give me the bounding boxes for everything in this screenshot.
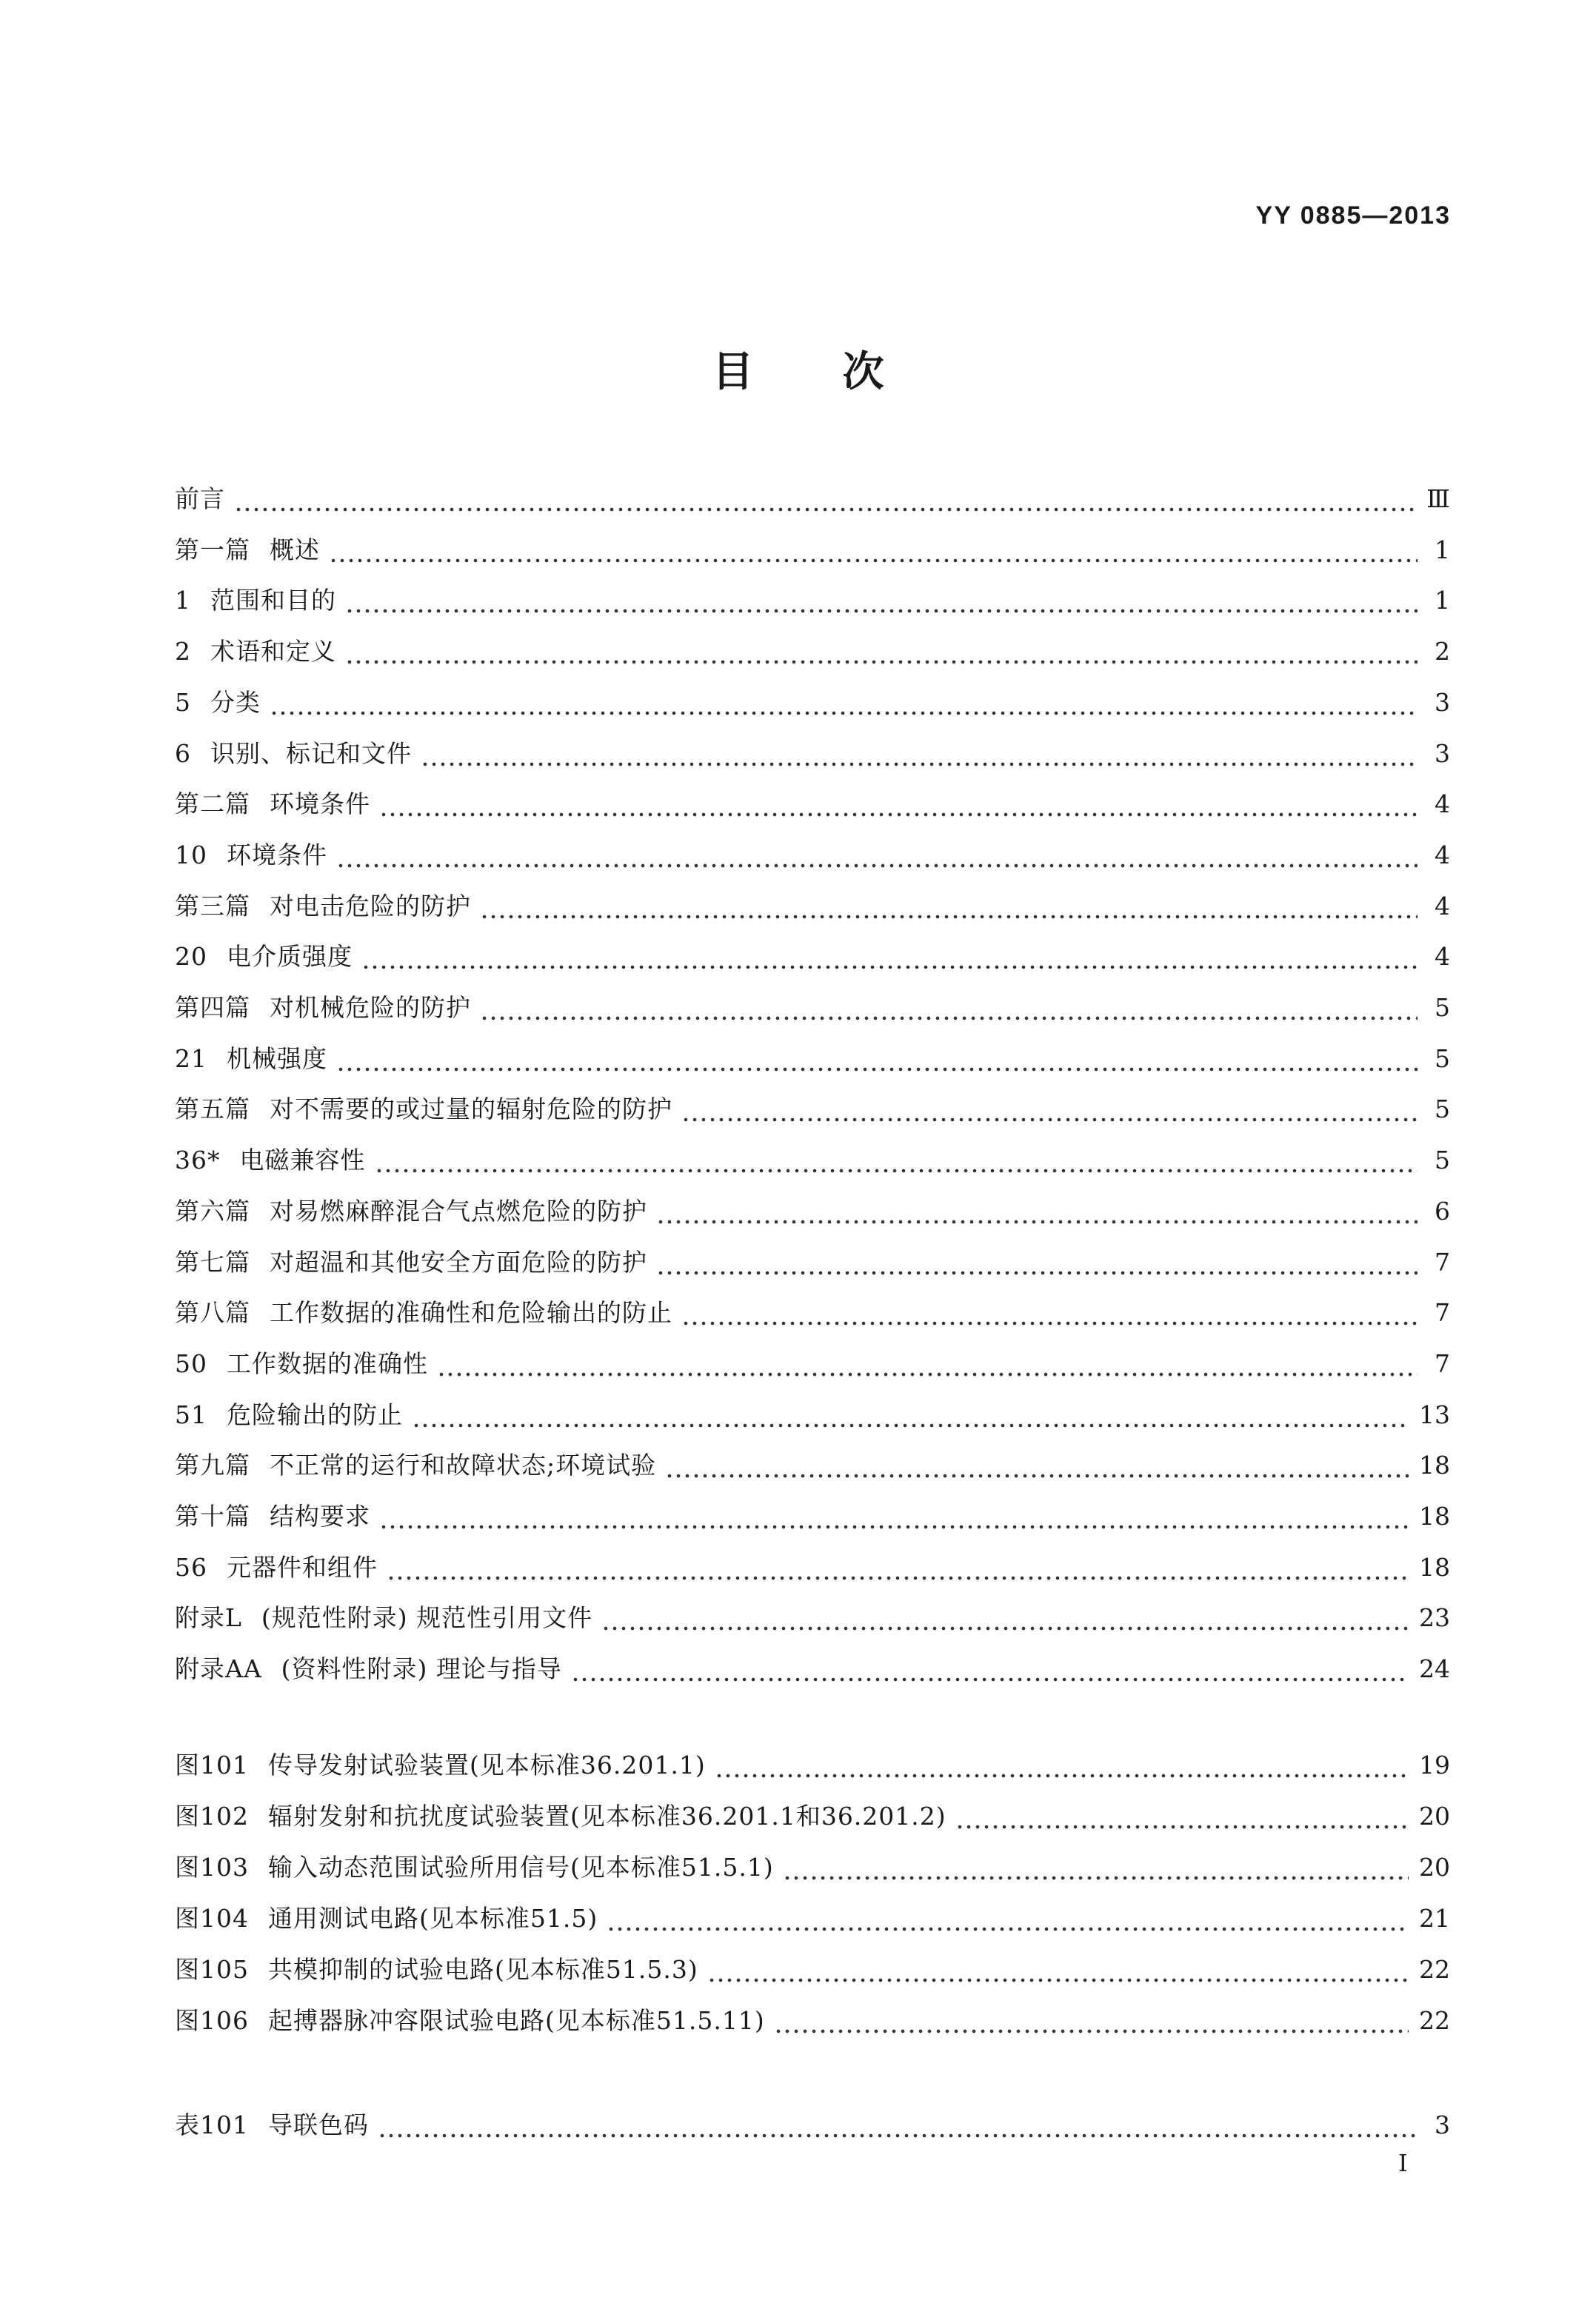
toc-entry-title [175,1800,955,1833]
toc-entry-title [175,1749,715,1782]
toc-entry-number: 第三篇 [175,891,250,920]
toc-entry-text: 对电击危险的防护 [270,891,471,920]
dot-leader [270,686,1418,719]
toc-entry-number: 第二篇 [175,789,250,819]
toc-entry-number: 第五篇 [175,1094,250,1124]
page-number: I [1398,2149,1408,2177]
toc-entry-page: 4 [1435,840,1450,869]
toc-entry-number: 51 [175,1400,207,1429]
toc-entry-text: 元器件和组件 [227,1552,378,1582]
toc-entry[interactable] [175,1491,1450,1533]
toc-entry-title [175,992,480,1024]
dot-leader [656,1246,1418,1279]
toc-entry-number: 5 [175,687,191,717]
toc-entry[interactable] [175,1390,1450,1431]
toc-entry-title [175,940,361,973]
toc-entry[interactable] [175,1084,1450,1126]
toc-entry-page: 20 [1419,1853,1450,1882]
toc-entry-text: 工作数据的准确性和危险输出的防止 [270,1298,672,1328]
dot-leader [571,1653,1409,1685]
toc-entry[interactable] [175,983,1450,1024]
toc-entry-title [175,1093,681,1126]
toc-entry-title [175,1043,336,1075]
toc-entry-text: 危险输出的防止 [227,1400,403,1429]
dot-leader [437,1348,1418,1380]
dot-leader [412,1399,1409,1431]
toc-entry-number: 图101 [175,1751,249,1779]
toc-entry-text: 传导发射试验装置(见本标准36.201.1) [268,1751,706,1779]
toc-entry-title [175,1500,379,1533]
page-title: 目次 [712,347,973,396]
toc-entry[interactable] [175,1186,1450,1228]
toc-entry-number: 图105 [175,1955,249,1984]
toc-entry-title [175,1653,571,1685]
toc-entry-text: 导联色码 [268,2111,369,2139]
toc-entry-number: 第七篇 [175,1247,250,1277]
toc-entry-title [175,738,421,770]
standard-code: YY 0885—2013 [1255,201,1451,230]
figure-entry[interactable] [175,1996,1450,2037]
toc-entry-number: 附录L [175,1603,242,1633]
toc-entry[interactable] [175,1339,1450,1380]
toc-entry-title [175,584,345,617]
toc-entry-text: 术语和定义 [210,637,336,666]
toc-entry[interactable] [175,779,1450,821]
toc-entry-page: 6 [1435,1196,1450,1226]
toc-entry-title [175,635,345,668]
toc-entry-page: 4 [1435,789,1450,819]
toc-entry-text: 对不需要的或过量的辐射危险的防护 [270,1094,672,1124]
toc-entry-page: 22 [1419,1955,1450,1984]
toc-entry-page: 21 [1419,1904,1450,1933]
toc-entry-text: 环境条件 [270,789,370,819]
dot-leader [480,890,1418,923]
toc-entry-page: 24 [1419,1654,1450,1684]
toc-entry[interactable] [175,474,1450,515]
toc-entry-text: 结构要求 [270,1502,370,1531]
toc-entry-text: (资料性附录) 理论与指导 [281,1654,562,1684]
toc-entry[interactable] [175,932,1450,973]
toc-entry[interactable] [175,678,1450,719]
toc-entry-text: 识别、标记和文件 [210,738,412,768]
toc-entry-number: 第九篇 [175,1451,250,1480]
dot-leader [421,738,1418,770]
toc-entry-text: 对超温和其他安全方面危险的防护 [270,1247,647,1277]
toc-entry-title [175,788,379,821]
toc-entry-number: 50 [175,1348,207,1378]
toc-entry-page: 3 [1435,738,1450,768]
toc-entry-page: 18 [1419,1552,1450,1582]
toc-entry-number: 20 [175,942,207,972]
dot-leader [336,839,1418,872]
toc-entry-text: 对机械危险的防护 [270,993,471,1022]
toc-entry-text: 通用测试电路(见本标准51.5) [268,1904,598,1933]
figure-entry[interactable] [175,1740,1450,1782]
toc-entry-page: 22 [1419,2006,1450,2035]
toc-entry-text: 共模抑制的试验电路(见本标准51.5.3) [268,1955,698,1984]
toc-entry-title [175,483,234,515]
toc-entry-text: 环境条件 [227,840,327,869]
toc-entry-text: 电介质强度 [227,942,353,972]
dot-leader [715,1749,1409,1782]
toc-entry-number: 图104 [175,1904,249,1933]
toc-entry-title [175,1195,656,1228]
toc-entry-page: 23 [1419,1603,1450,1633]
dot-leader [379,788,1418,821]
toc-entry-title [175,890,480,923]
toc-entry[interactable] [175,1440,1450,1482]
toc-entry-text: 电磁兼容性 [239,1146,366,1175]
dot-leader [379,1500,1409,1533]
toc-entry-page: Ⅲ [1426,484,1450,513]
dot-leader [665,1449,1409,1482]
toc-entry[interactable] [175,1644,1450,1685]
toc-entry-number: 表101 [175,2111,249,2139]
toc-entry[interactable] [175,830,1450,872]
toc-entry-number: 图102 [175,1802,249,1831]
toc-entry-title [175,1851,783,1884]
toc-entry-title [175,1902,607,1935]
toc-entry-title [175,839,336,872]
toc-entry-title [175,2005,774,2037]
toc-entry-title [175,2109,378,2142]
toc-entry-number: 56 [175,1552,207,1582]
toc-entry[interactable] [175,1288,1450,1329]
toc-entry-title [175,1602,601,1634]
toc-entry-number: 36* [175,1146,221,1175]
dot-leader [774,2005,1409,2037]
dot-leader [681,1093,1418,1126]
dot-leader [480,992,1418,1024]
toc-entry-number: 1 [175,586,191,615]
toc-entry-number: 附录AA [175,1654,262,1684]
toc-entry[interactable] [175,525,1450,567]
toc-entry-page: 7 [1435,1247,1450,1277]
toc-entry-page: 7 [1435,1348,1450,1378]
toc-entry-page: 13 [1419,1400,1450,1429]
toc-entry-title [175,1954,707,1986]
toc-entry-page: 4 [1435,891,1450,920]
toc-entry-number: 2 [175,637,191,666]
dot-leader [607,1902,1409,1935]
toc-entry[interactable] [175,626,1450,668]
toc-entry-number: 第四篇 [175,993,250,1022]
toc-entry-title [175,534,329,567]
toc-entry-page: 2 [1435,637,1450,666]
figure-entry[interactable] [175,1791,1450,1833]
toc-entry-text: 机械强度 [227,1043,327,1073]
toc-entry-page: 5 [1435,1146,1450,1175]
toc-entry-title [175,1246,656,1279]
toc-entry[interactable] [175,575,1450,617]
toc-entry-title [175,1348,437,1380]
toc-entry-page: 19 [1419,1751,1450,1779]
dot-leader [783,1851,1409,1884]
toc-entry-text: 辐射发射和抗扰度试验装置(见本标准36.201.1和36.201.2) [268,1802,946,1831]
dot-leader [329,534,1418,567]
toc-entry-page: 5 [1435,993,1450,1022]
toc-entry-text: 范围和目的 [210,586,336,615]
toc-entry-text: 不正常的运行和故障状态;环境试验 [270,1451,657,1480]
dot-leader [336,1043,1418,1075]
toc-entry-number: 6 [175,738,191,768]
toc-entry-page: 5 [1435,1043,1450,1073]
toc-entry-title [175,686,270,719]
toc-entry-title [175,1297,681,1329]
toc-entry-page: 18 [1419,1451,1450,1480]
figure-entry[interactable] [175,1945,1450,1986]
dot-leader [361,940,1418,973]
dot-leader [955,1800,1409,1833]
toc-entry-text: (规范性附录) 规范性引用文件 [261,1603,593,1633]
toc-entry-page: 4 [1435,942,1450,972]
toc-entry[interactable] [175,1593,1450,1634]
figure-entry[interactable] [175,1894,1450,1935]
toc-entry-number: 图103 [175,1853,249,1882]
dot-leader [345,584,1418,617]
toc-entry-number: 第六篇 [175,1196,250,1226]
toc-entry-page: 18 [1419,1502,1450,1531]
toc-entry[interactable] [175,1237,1450,1279]
toc-entry-title [175,1144,375,1177]
dot-leader [601,1602,1409,1634]
toc-entry[interactable] [175,729,1450,770]
toc-entry[interactable] [175,1135,1450,1177]
toc-entry-text: 输入动态范围试验所用信号(见本标准51.5.1) [268,1853,774,1882]
toc-entry-page: 3 [1435,2111,1450,2139]
dot-leader [375,1144,1418,1177]
toc-entry[interactable] [175,1034,1450,1075]
toc-entry-title [175,1399,412,1431]
dot-leader [378,2109,1418,2142]
toc-entry-text: 分类 [210,687,261,717]
toc-entry-page: 1 [1435,586,1450,615]
toc-entry-text: 起搏器脉冲容限试验电路(见本标准51.5.11) [268,2006,765,2035]
dot-leader [234,483,1416,515]
dot-leader [656,1195,1418,1228]
toc-entry-number: 21 [175,1043,207,1073]
toc-entry-page: 5 [1435,1094,1450,1124]
toc-entry-page: 3 [1435,687,1450,717]
toc-entry[interactable] [175,1543,1450,1584]
toc-entry-title [175,1551,387,1584]
toc-entry-page: 7 [1435,1298,1450,1328]
toc-entry-text: 前言 [175,484,225,513]
toc-entry-text: 对易燃麻醉混合气点燃危险的防护 [270,1196,647,1226]
toc-entry-text: 工作数据的准确性 [227,1348,428,1378]
figure-entry[interactable] [175,1842,1450,1884]
toc-entry-text: 概述 [270,535,320,564]
toc-entry-number: 图106 [175,2006,249,2035]
toc-entry-title [175,1449,665,1482]
dot-leader [345,635,1418,668]
toc-entry-number: 第一篇 [175,535,250,564]
toc-entry[interactable] [175,881,1450,923]
dot-leader [387,1551,1409,1584]
toc-entry-page: 20 [1419,1802,1450,1831]
toc-entry-page: 1 [1435,535,1450,564]
toc-entry-number: 第十篇 [175,1502,250,1531]
dot-leader [707,1954,1409,1986]
toc-entry-number: 第八篇 [175,1298,250,1328]
dot-leader [681,1297,1418,1329]
toc-entry-number: 10 [175,840,207,869]
table-entry[interactable] [175,2100,1450,2142]
